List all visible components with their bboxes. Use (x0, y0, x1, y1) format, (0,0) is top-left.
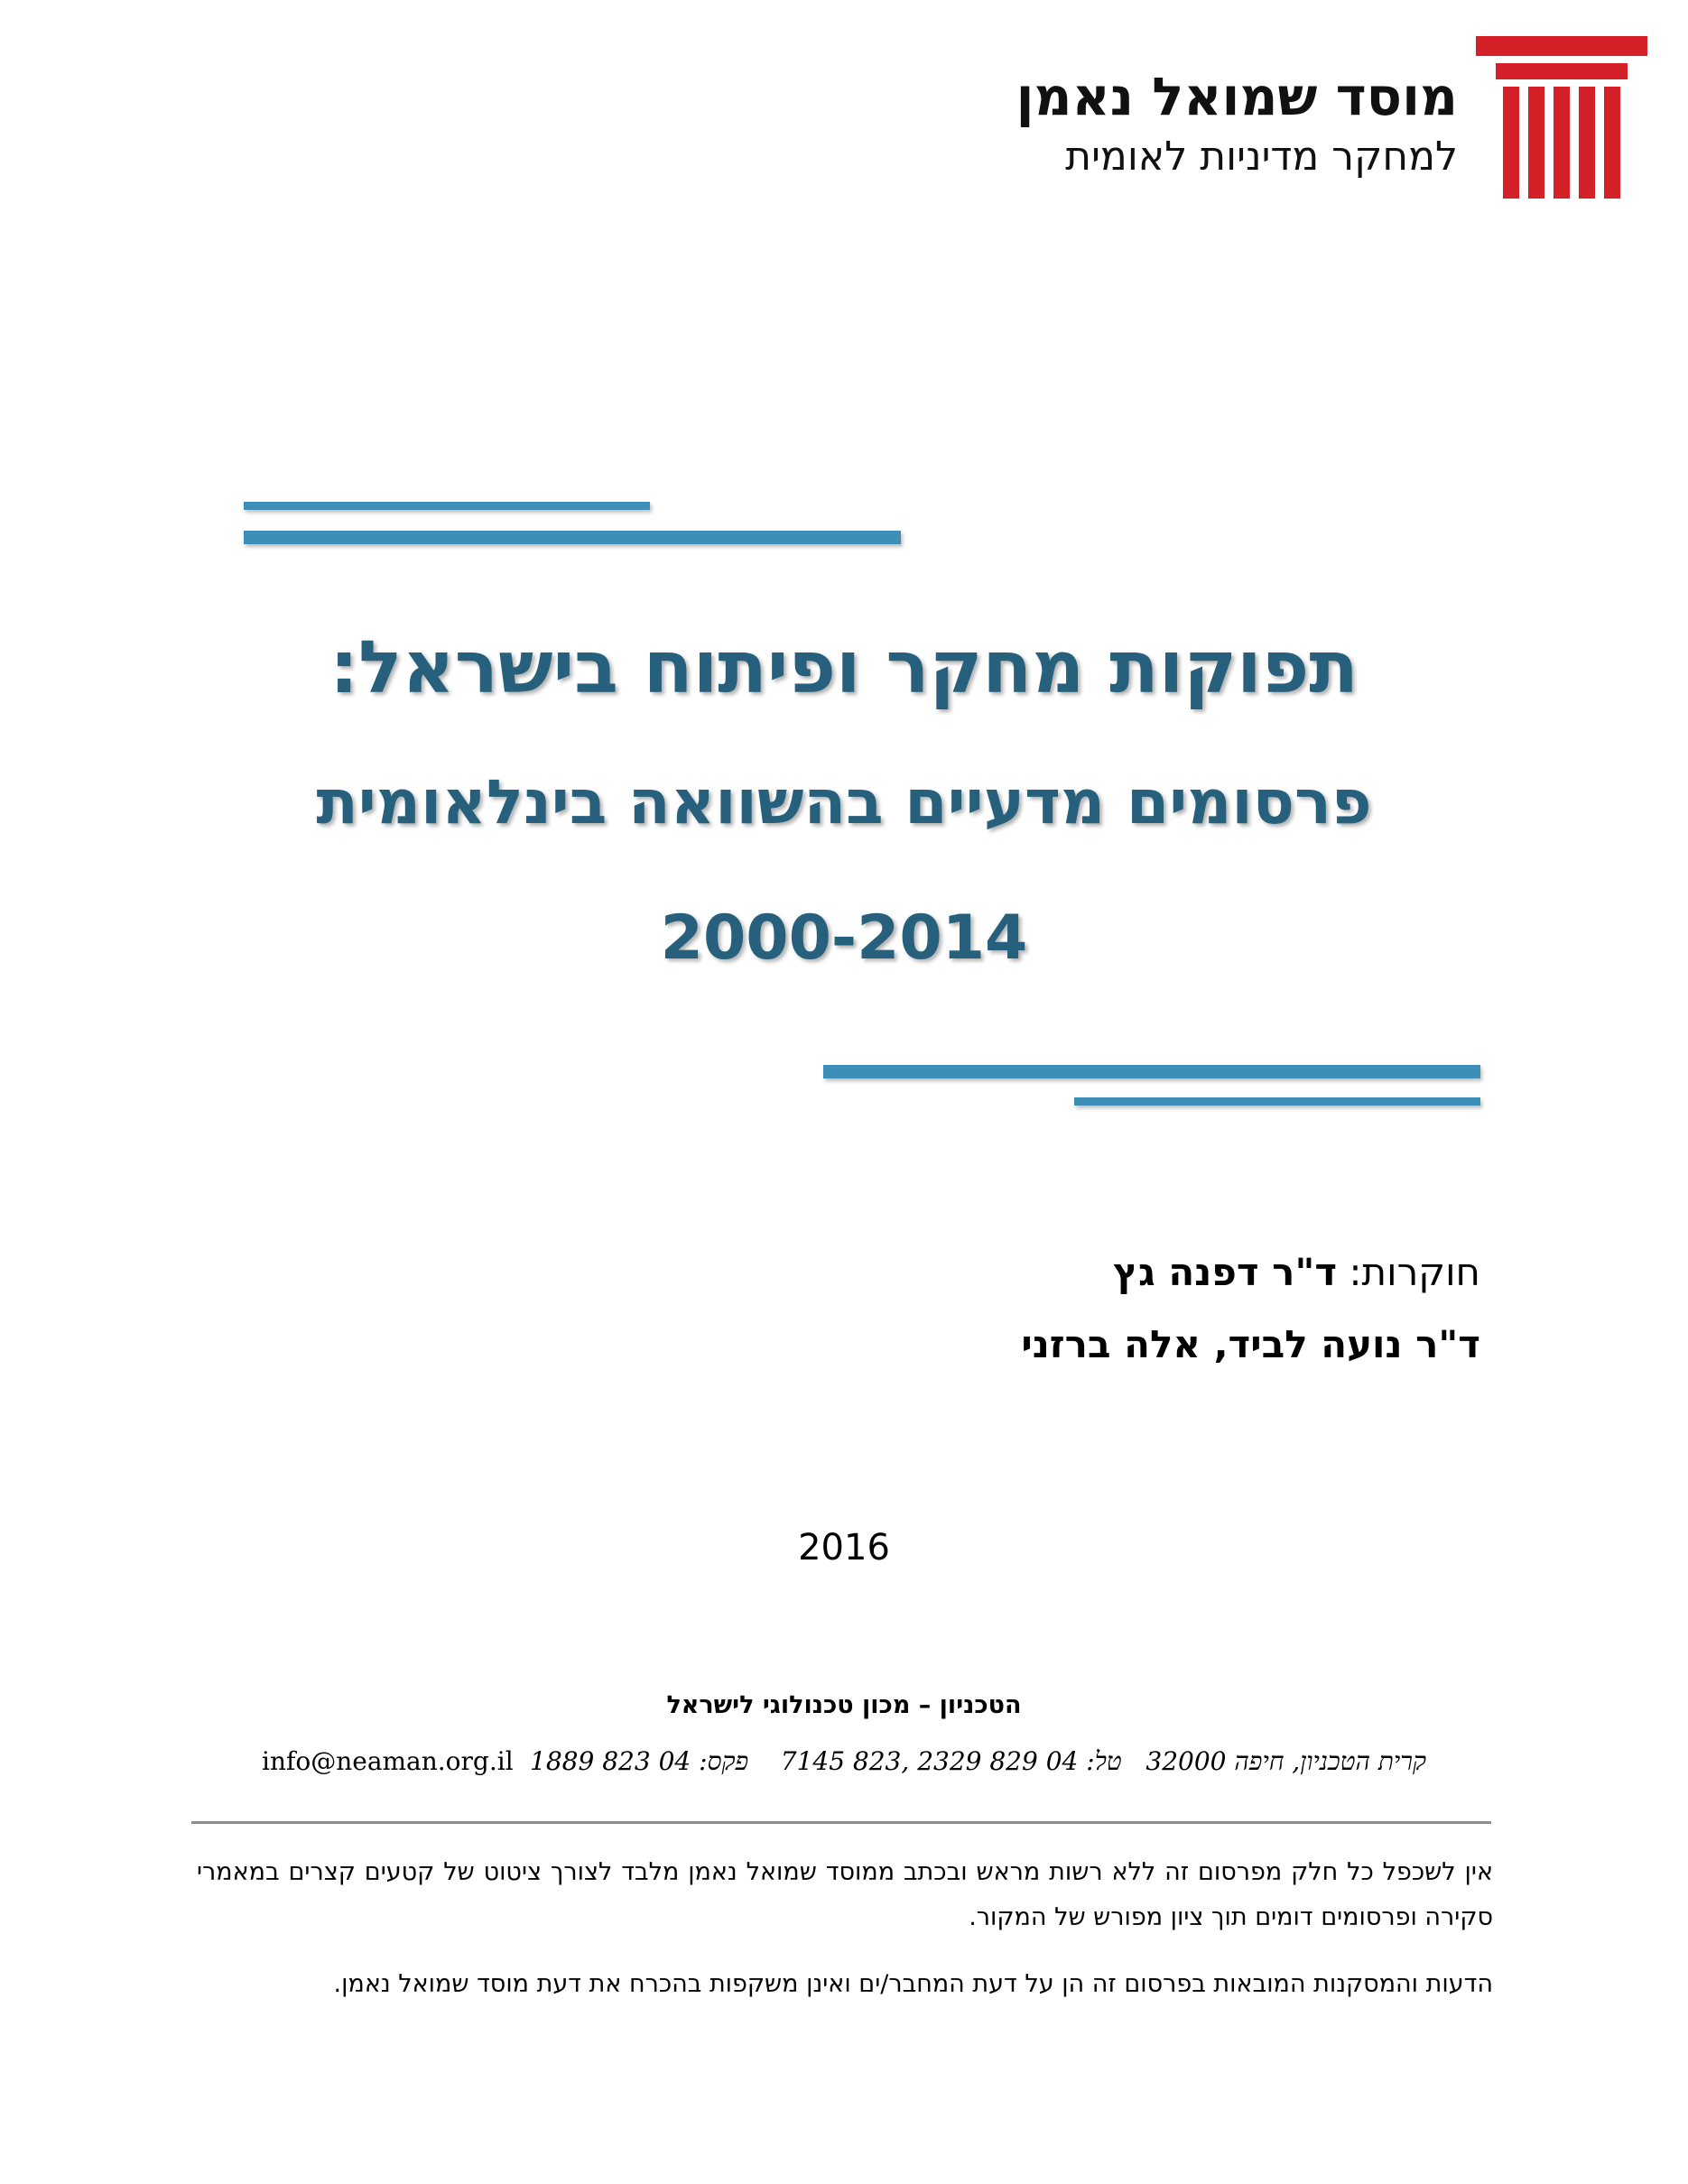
institute-name: מוסד שמואל נאמן (1016, 66, 1458, 127)
copyright-notice: אין לשכפל כל חלק מפרסום זה ללא רשות מראש ובכתב ממוסד שמואל נאמן מלבד לצורך ציטוט של קטעים קצרים במאמרי סקירה ופרסומים דומים תוך ציון מפורש של המקור. (197, 1858, 1493, 1931)
footer-divider (191, 1821, 1491, 1824)
institute-subtitle: למחקר מדיניות לאומית (1065, 134, 1458, 180)
phone-numbers: 04 829 2329 ,823 7145 (780, 1746, 1079, 1776)
institution-name: הטכניון – מכון טכנולוגי לישראל (666, 1691, 1022, 1719)
contact-line (262, 1742, 1426, 1781)
address: קרית הטכניון, חיפה 32000 (1145, 1746, 1426, 1776)
researchers-block (668, 1236, 1480, 1381)
top-rule-long (244, 531, 901, 544)
fax-number: 04 823 1889 (530, 1746, 691, 1776)
phone-label: טל: (1086, 1746, 1122, 1776)
institute-logo (997, 36, 1647, 208)
report-years: 2000-2014 (660, 902, 1028, 974)
other-researchers: ד"ר נועה לביד, אלה ברזני (1021, 1322, 1480, 1366)
report-subtitle: פרסומים מדעיים בהשוואה בינלאומית (316, 767, 1372, 838)
bottom-rule-long (823, 1065, 1480, 1078)
pillar-icon (1476, 36, 1647, 199)
researchers-label: חוקרות: (1349, 1250, 1480, 1294)
email-link[interactable]: info@neaman.org.il (262, 1746, 514, 1776)
opinions-notice: הדעות והמסקנות המובאות בפרסום זה הן על דעת המחבר/ים ואינן משקפות בהכרח את דעת מוסד שמואל נאמן. (333, 1970, 1493, 1998)
publication-year: 2016 (798, 1527, 890, 1569)
bottom-rule-short (1074, 1097, 1480, 1106)
contact-details (530, 1742, 1426, 1781)
researchers-line-1 (668, 1236, 1480, 1309)
lead-researcher: ד"ר דפנה גץ (1113, 1250, 1338, 1294)
top-rule-short (244, 502, 650, 510)
fax-label: פקס: (699, 1746, 749, 1776)
disclaimer (197, 1850, 1493, 2029)
report-title: תפוקות מחקר ופיתוח בישראל: (329, 625, 1359, 709)
